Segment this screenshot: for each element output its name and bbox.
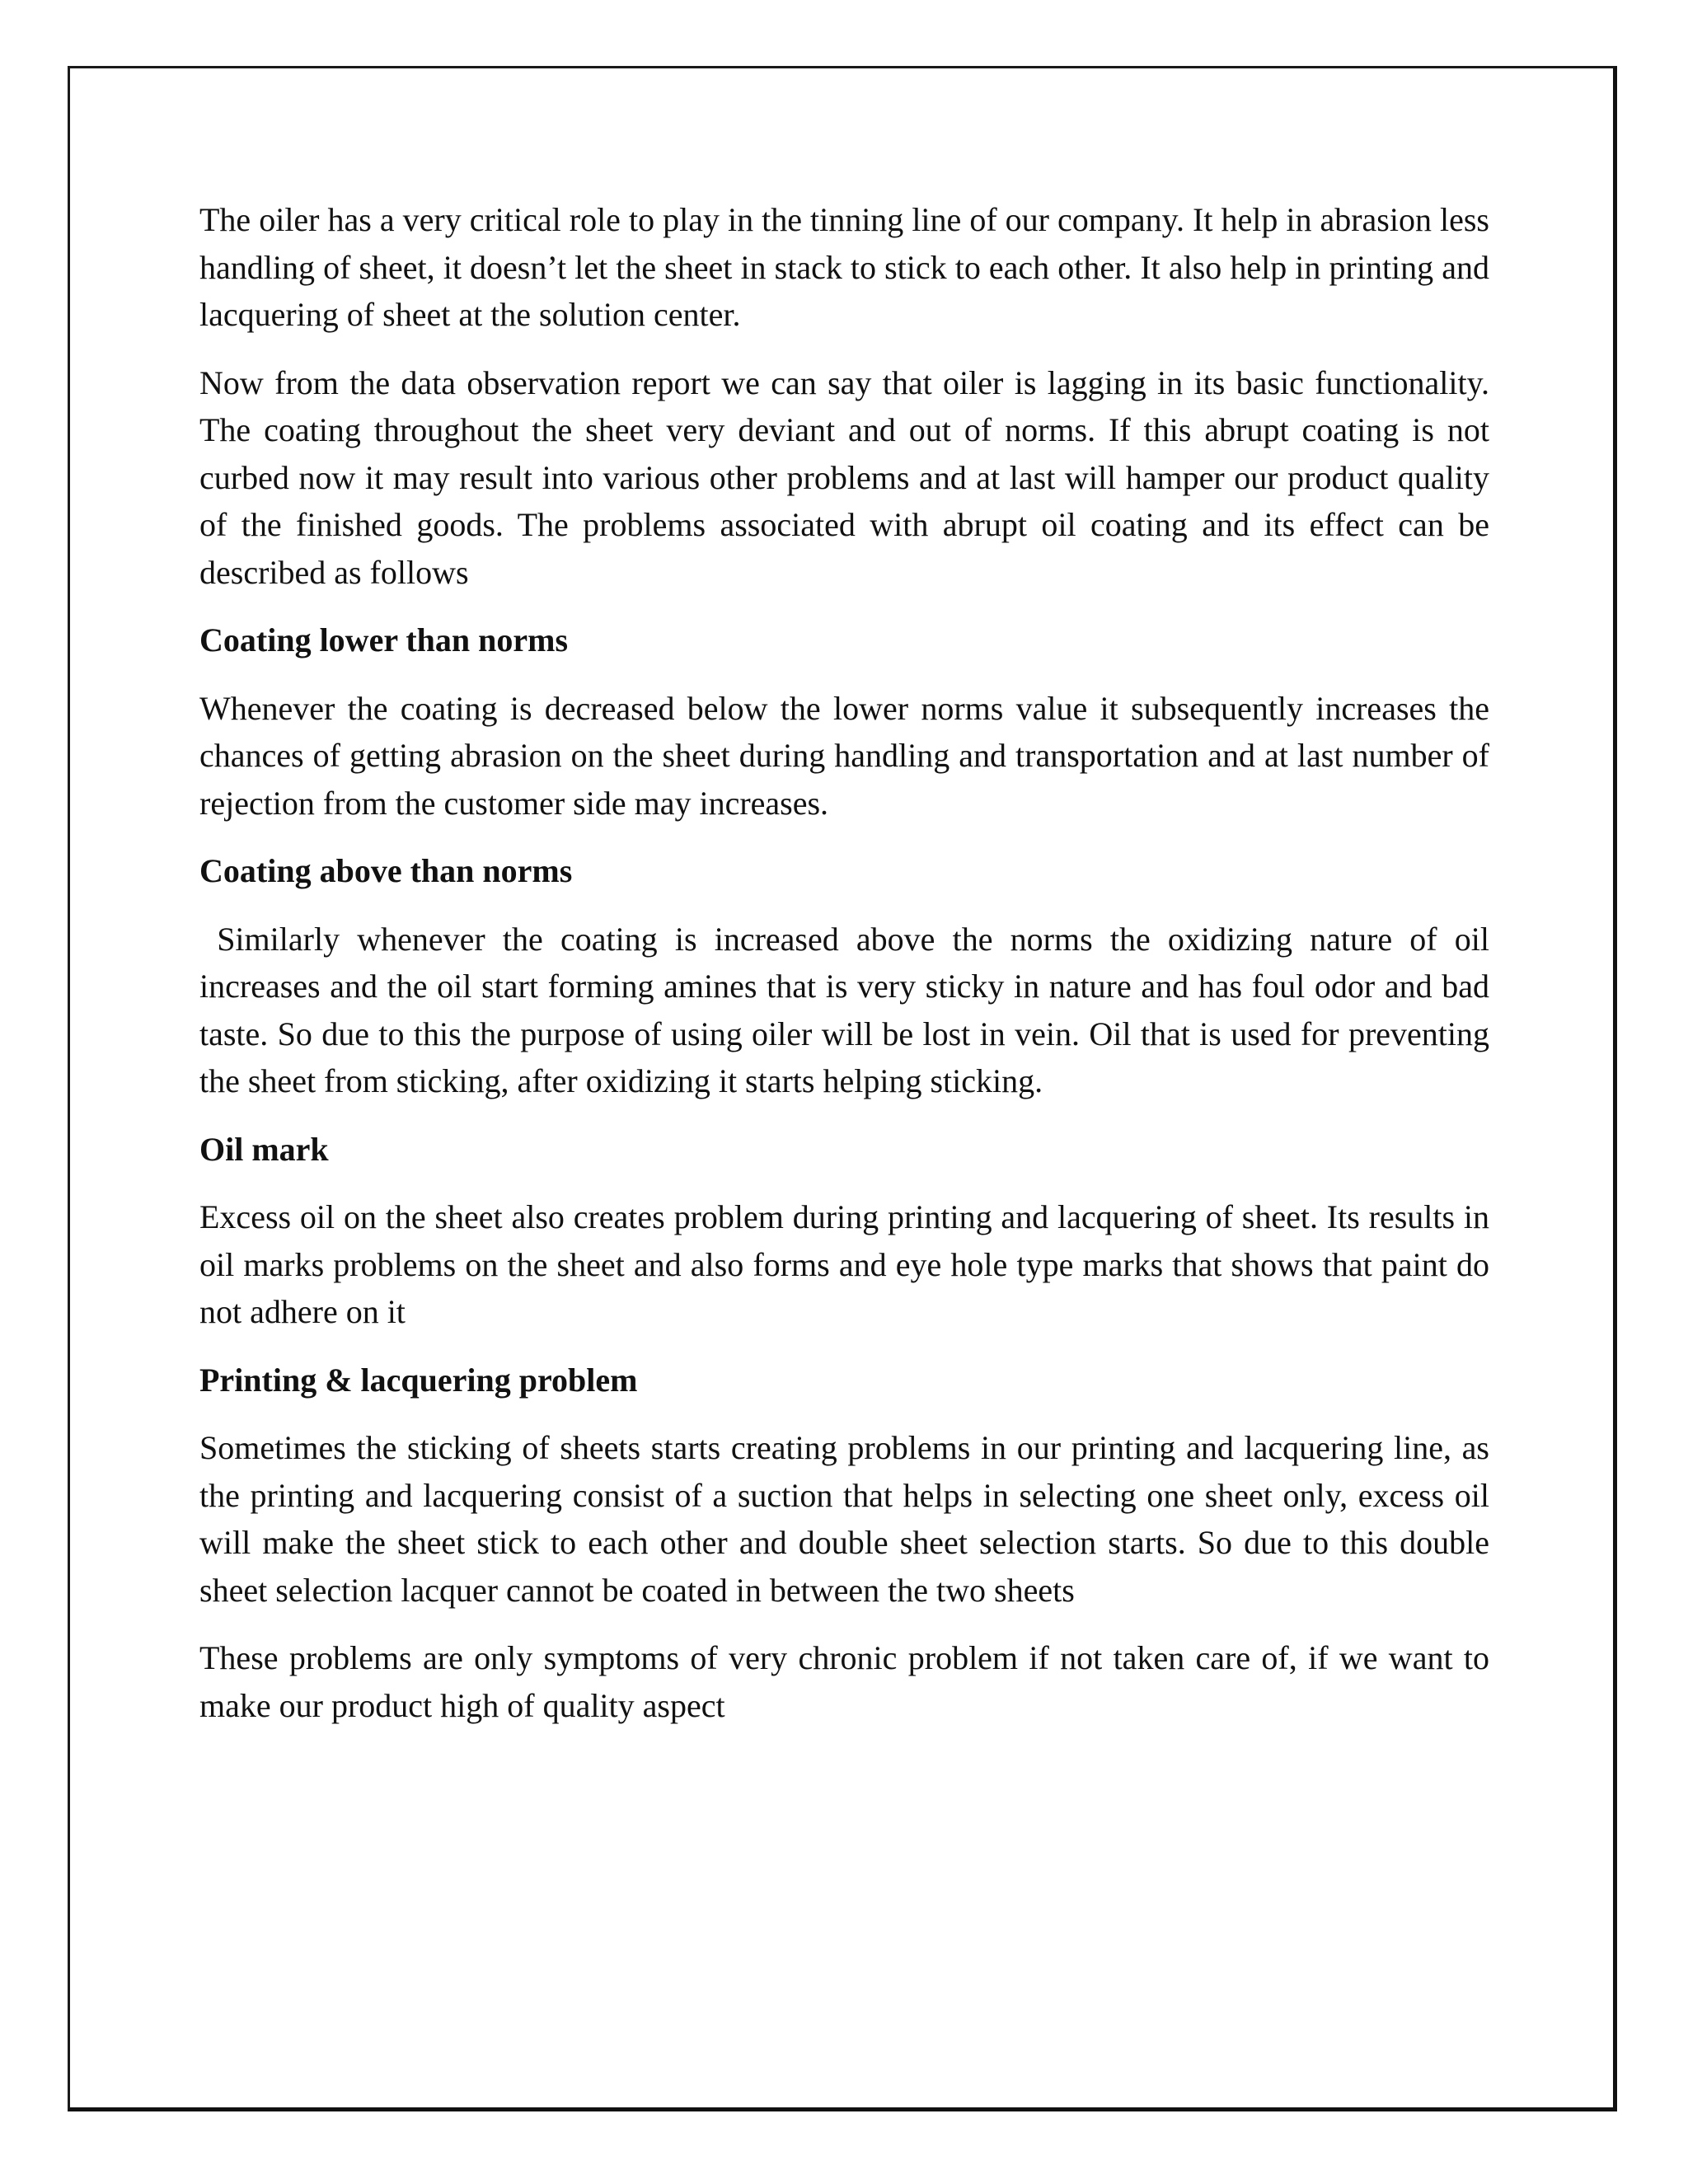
paragraph-oiler-role: The oiler has a very critical role to play in the tinning line of our company. It help in abrasion less handling of sheet, it doesn’t let the sheet in stack to stick to each other. It also help in printing and lacquering of sheet at the solution center. bbox=[199, 201, 1489, 333]
paragraph-data-observation: Now from the data observation report we can say that oiler is lagging in its basic functionality. The coating throughout the sheet very deviant and out of norms. If this abrupt coating is not curbed now it may result into various other problems and at last will hamper our product quality of the finished goods. The problems associated with abrupt oil coating and its effect can be described as follows bbox=[199, 363, 1489, 591]
paragraph-oil-mark: Excess oil on the sheet also creates problem during printing and lacquering of sheet. Its results in oil marks problems on the sheet and also forms and eye hole type marks that shows that paint do not adhere on it bbox=[199, 1198, 1489, 1330]
paragraph-conclusion: These problems are only symptoms of very chronic problem if not taken care of, if we want to make our product high of quality aspect bbox=[199, 1639, 1489, 1724]
heading-printing-lacquering: Printing & lacquering problem bbox=[199, 1361, 638, 1399]
heading-coating-lower: Coating lower than norms bbox=[199, 621, 569, 658]
paragraph-coating-lower: Whenever the coating is decreased below the lower norms value it subsequently increases the chances of getting abrasion on the sheet during handling and transportation and at last number of rejection from the customer side may increases. bbox=[199, 689, 1489, 822]
heading-oil-mark: Oil mark bbox=[199, 1130, 329, 1168]
heading-coating-above: Coating above than norms bbox=[199, 852, 573, 889]
paragraph-printing-lacquering: Sometimes the sticking of sheets starts creating problems in our printing and lacquering line, as the printing and lacquering consist of a suction that helps in selecting one sheet only, excess oil will make the sheet stick to each other and double sheet selection starts. So due to this double sheet selection lacquer cannot be coated in between the two sheets bbox=[199, 1429, 1489, 1609]
paragraph-coating-above: Similarly whenever the coating is increased above the norms the oxidizing nature of oil increases and the oil start forming amines that is very sticky in nature and has foul odor and bad taste. So due to this the purpose of using oiler will be lost in vein. Oil that is used for preventing the sheet from sticking, after oxidizing it starts helping sticking. bbox=[199, 920, 1498, 1099]
document-body bbox=[199, 196, 1498, 1750]
